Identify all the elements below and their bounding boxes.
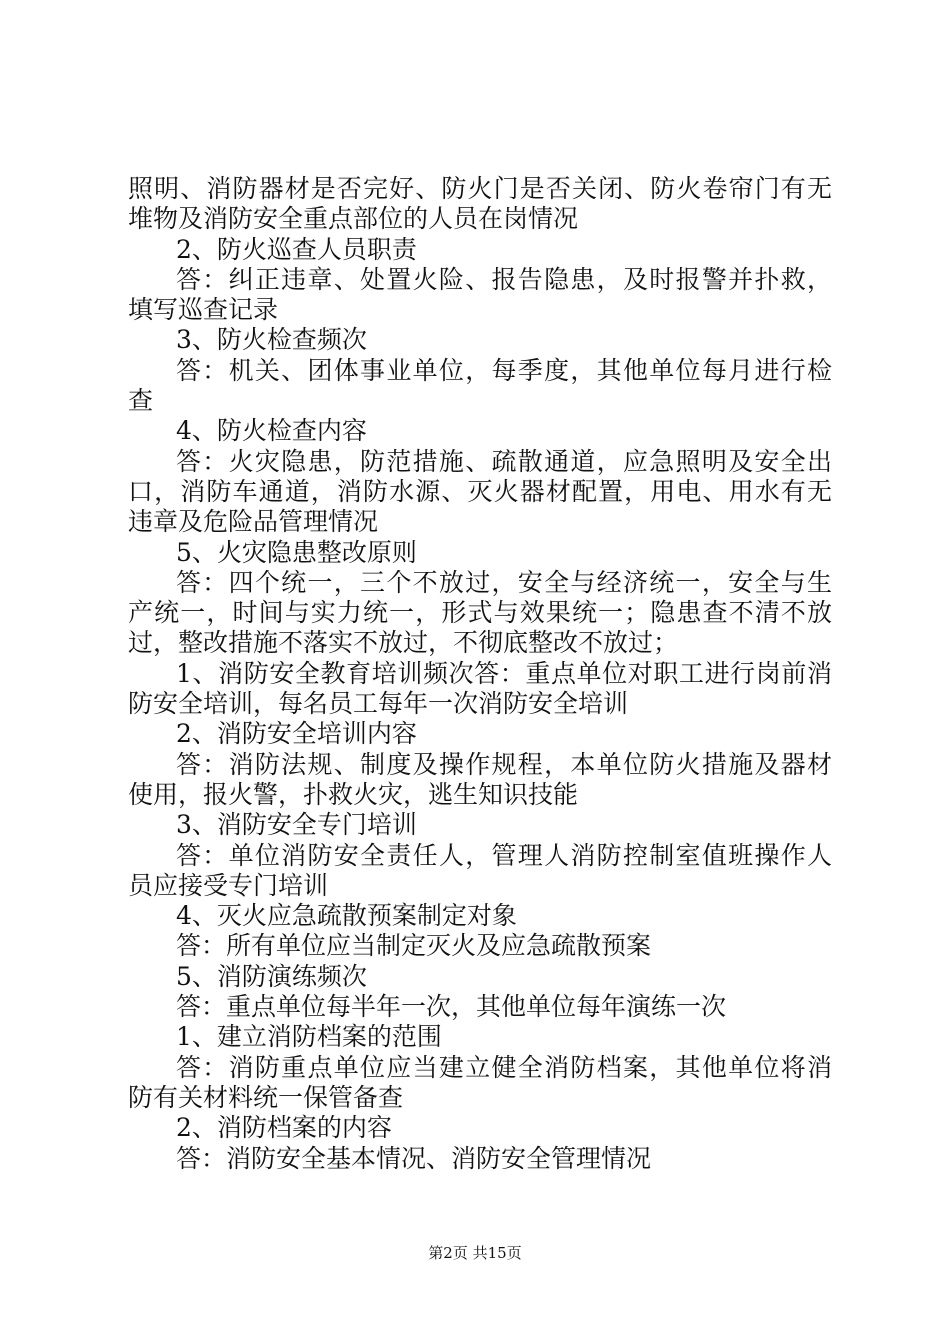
section-heading: 2、消防安全培训内容: [176, 719, 417, 749]
answer-line: 答：消防法规、制度及操作规程，本单位防火措施及器材: [176, 749, 832, 779]
answer-line: 答：重点单位每半年一次，其他单位每年演练一次: [176, 992, 727, 1022]
section-heading: 4、灭火应急疏散预案制定对象: [176, 901, 517, 931]
answer-line: 答：纠正违章、处置火险、报告隐患，及时报警并扑救，: [176, 264, 832, 294]
page-number-footer: 第2页 共15页: [428, 1244, 522, 1262]
answer-line: 答：消防重点单位应当建立健全消防档案，其他单位将消: [176, 1052, 832, 1082]
text-line: 填写巡查记录: [128, 295, 279, 325]
section-heading: 1、消防安全教育培训频次答：重点单位对职工进行岗前消: [176, 658, 832, 688]
text-line: 员应接受专门培训: [128, 870, 329, 900]
section-heading: 1、建立消防档案的范围: [176, 1022, 442, 1052]
answer-line: 答：四个统一，三个不放过，安全与经济统一，安全与生: [176, 567, 832, 597]
text-line: 口，消防车通道，消防水源、灭火器材配置，用电、用水有无: [128, 476, 832, 506]
text-line: 违章及危险品管理情况: [128, 507, 379, 537]
text-line: 防有关材料统一保管备查: [128, 1082, 404, 1112]
section-heading: 5、消防演练频次: [176, 961, 367, 991]
section-heading: 2、防火巡查人员职责: [176, 234, 417, 264]
text-line: 过，整改措施不落实不放过，不彻底整改不放过；: [128, 628, 679, 658]
section-heading: 3、防火检查频次: [176, 325, 367, 355]
text-line: 使用，报火警，扑救火灾，逃生知识技能: [128, 779, 579, 809]
text-line: 查: [128, 386, 154, 416]
text-line: 产统一，时间与实力统一，形式与效果统一；隐患查不清不放: [128, 598, 832, 628]
answer-line: 答：消防安全基本情况、消防安全管理情况: [176, 1143, 652, 1173]
section-heading: 3、消防安全专门培训: [176, 810, 417, 840]
section-heading: 5、火灾隐患整改原则: [176, 537, 417, 567]
section-heading: 4、防火检查内容: [176, 416, 367, 446]
answer-line: 答：机关、团体事业单位，每季度，其他单位每月进行检: [176, 355, 832, 385]
document-body: [128, 174, 832, 1174]
answer-line: 答：火灾隐患，防范措施、疏散通道，应急照明及安全出: [176, 446, 832, 476]
answer-line: 答：单位消防安全责任人，管理人消防控制室值班操作人: [176, 840, 832, 870]
answer-line: 答：所有单位应当制定灭火及应急疏散预案: [176, 931, 652, 961]
text-line: 堆物及消防安全重点部位的人员在岗情况: [128, 204, 579, 234]
text-line: 照明、消防器材是否完好、防火门是否关闭、防火卷帘门有无: [128, 174, 832, 203]
section-heading: 2、消防档案的内容: [176, 1113, 392, 1143]
text-line: 防安全培训，每名员工每年一次消防安全培训: [128, 689, 629, 719]
